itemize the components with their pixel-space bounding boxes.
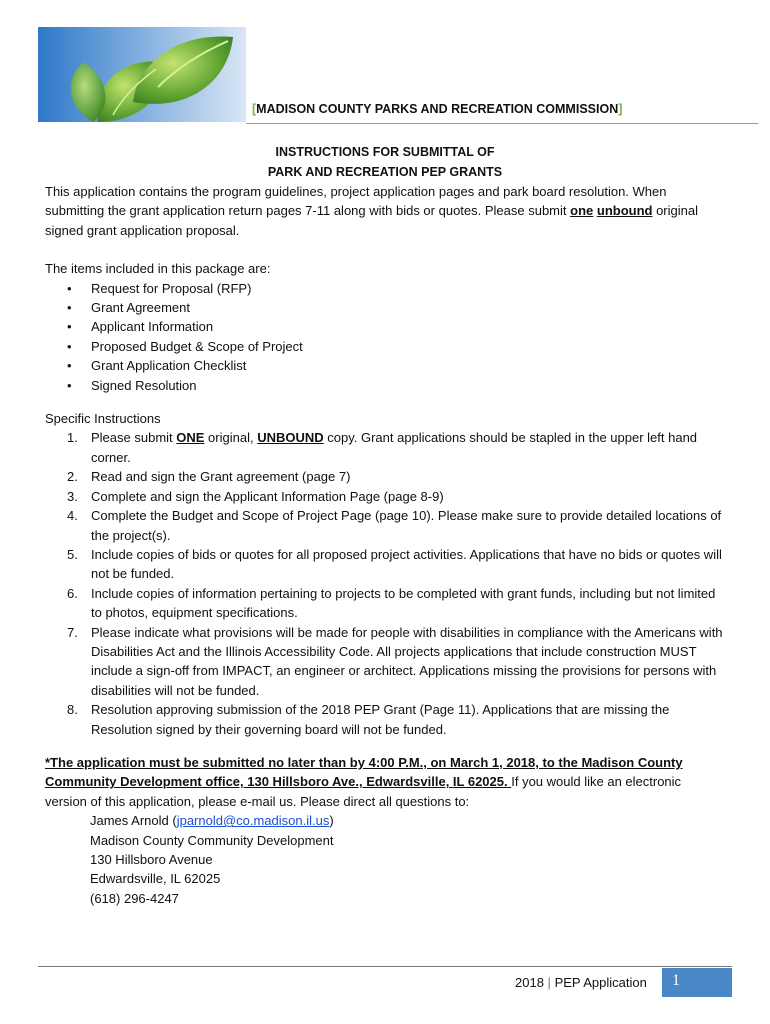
footer-label xyxy=(515,975,647,990)
specific-heading: Specific Instructions xyxy=(45,411,161,427)
item-number: 6. xyxy=(67,585,78,601)
contact-name-line xyxy=(90,811,725,830)
intro-text: This application contains the program guidelines, project application pages and park board resolution. When submitting the grant application return pages 7-11 along with bids or quotes. Please submit xyxy=(45,184,667,219)
emphasis-one: one xyxy=(570,203,594,219)
deadline-notice: *The application must be submitted no later than by 4:00 P.M., on March 1, 2018, to the Madison County Community Development office, 130 Hillsboro Ave., Edwardsville, IL 62025. xyxy=(45,754,683,790)
emphasis-unbound: unbound xyxy=(596,203,653,219)
package-list xyxy=(45,279,725,395)
item-text: Complete and sign the Applicant Information Page (page 8-9) xyxy=(91,488,444,504)
item-text: Read and sign the Grant agreement (page 7) xyxy=(91,469,351,485)
item-text: Please indicate what provisions will be made for people with disabilities in compliance with the Americans with Disabilities Act and the Illinois Accessibility Code. All projects applications that include construction MUST include a sign-off from IMPACT, an engineer or architect. Applications missing the provisions for persons with disabilities will not be funded. xyxy=(91,624,723,698)
contact-street: 130 Hillsboro Avenue xyxy=(90,852,213,867)
item-text: Complete the Budget and Scope of Project Page (page 10). Please make sure to provide detailed locations of the project(s). xyxy=(91,508,722,543)
list-item: • Applicant Information xyxy=(67,317,725,336)
instruction-item xyxy=(67,467,725,486)
footer-year: 2018 xyxy=(515,975,544,990)
deadline-rest: If you would like an electronic version of this application, please e-mail us. Please direct all questions to: xyxy=(45,774,682,809)
green-leaves-logo-icon xyxy=(38,27,246,122)
emphasis-unbound-upper: UNBOUND xyxy=(257,430,324,446)
intro-paragraph xyxy=(45,182,725,240)
header-divider xyxy=(246,123,758,124)
item-number: 7. xyxy=(67,624,78,640)
list-item: • Signed Resolution xyxy=(67,376,725,395)
package-heading: The items included in this package are: xyxy=(45,261,271,277)
instruction-item xyxy=(67,545,725,584)
contact-block xyxy=(45,811,725,908)
instruction-item xyxy=(67,487,725,506)
item-number: 8. xyxy=(67,702,78,718)
logo xyxy=(38,27,246,122)
contact-org: Madison County Community Development xyxy=(90,832,334,848)
bracket-close: ] xyxy=(618,102,623,116)
item-text: Resolution approving submission of the 2018 PEP Grant (Page 11). Applications that are missing the Resolution signed by their governing board will not be funded. xyxy=(91,702,670,737)
email-link[interactable]: jparnold@co.madison.il.us xyxy=(176,813,330,829)
deadline-paragraph xyxy=(45,753,725,811)
instructions-list xyxy=(45,428,725,739)
instruction-item xyxy=(67,584,725,623)
intro-text-end: original signed grant application proposal. xyxy=(45,203,698,238)
contact-phone: (618) 296-4247 xyxy=(90,890,179,906)
doc-title-line2: PARK AND RECREATION PEP GRANTS xyxy=(267,165,503,179)
list-item: • Grant Agreement xyxy=(67,298,725,317)
commission-name: MADISON COUNTY PARKS AND RECREATION COMMISSION xyxy=(256,102,619,116)
contact-paren: ) xyxy=(329,813,334,829)
footer-separator: | xyxy=(547,975,551,990)
contact-name: James Arnold ( xyxy=(90,813,177,829)
item-text: Include copies of information pertaining to projects to be completed with grant funds, including but not limited to photos, equipment specifications. xyxy=(91,585,716,621)
item-number: 4. xyxy=(67,508,78,524)
footer-application-label: PEP Application xyxy=(554,975,647,990)
contact-city: Edwardsville, IL 62025 xyxy=(90,871,221,887)
emphasis-one-upper: ONE xyxy=(176,430,205,446)
item-text: Please submit xyxy=(91,430,177,446)
bracket-open: [ xyxy=(252,102,257,116)
document-body xyxy=(45,182,725,908)
item-text: original, xyxy=(204,430,258,446)
item-text: Include copies of bids or quotes for all proposed project activities. Applications that have no bids or quotes will not be funded. xyxy=(91,546,722,582)
doc-title-line1: INSTRUCTIONS FOR SUBMITTAL OF xyxy=(275,145,495,159)
item-text: copy. Grant applications should be stapled in the upper left hand corner. xyxy=(91,430,698,465)
item-number: 1. xyxy=(67,430,78,446)
item-number: 5. xyxy=(67,546,78,562)
commission-header xyxy=(252,102,622,116)
instruction-item xyxy=(67,506,725,545)
instruction-item xyxy=(67,700,725,739)
instruction-item xyxy=(67,623,725,701)
item-number: 3. xyxy=(67,488,78,504)
instruction-item xyxy=(67,428,725,467)
footer-divider xyxy=(38,966,732,967)
list-item: • Request for Proposal (RFP) xyxy=(67,279,725,298)
list-item: • Grant Application Checklist xyxy=(67,356,725,375)
page-number-box xyxy=(662,968,732,997)
list-item: • Proposed Budget & Scope of Project xyxy=(67,337,725,356)
page-number: 1 xyxy=(672,972,680,989)
item-number: 2. xyxy=(67,469,78,485)
